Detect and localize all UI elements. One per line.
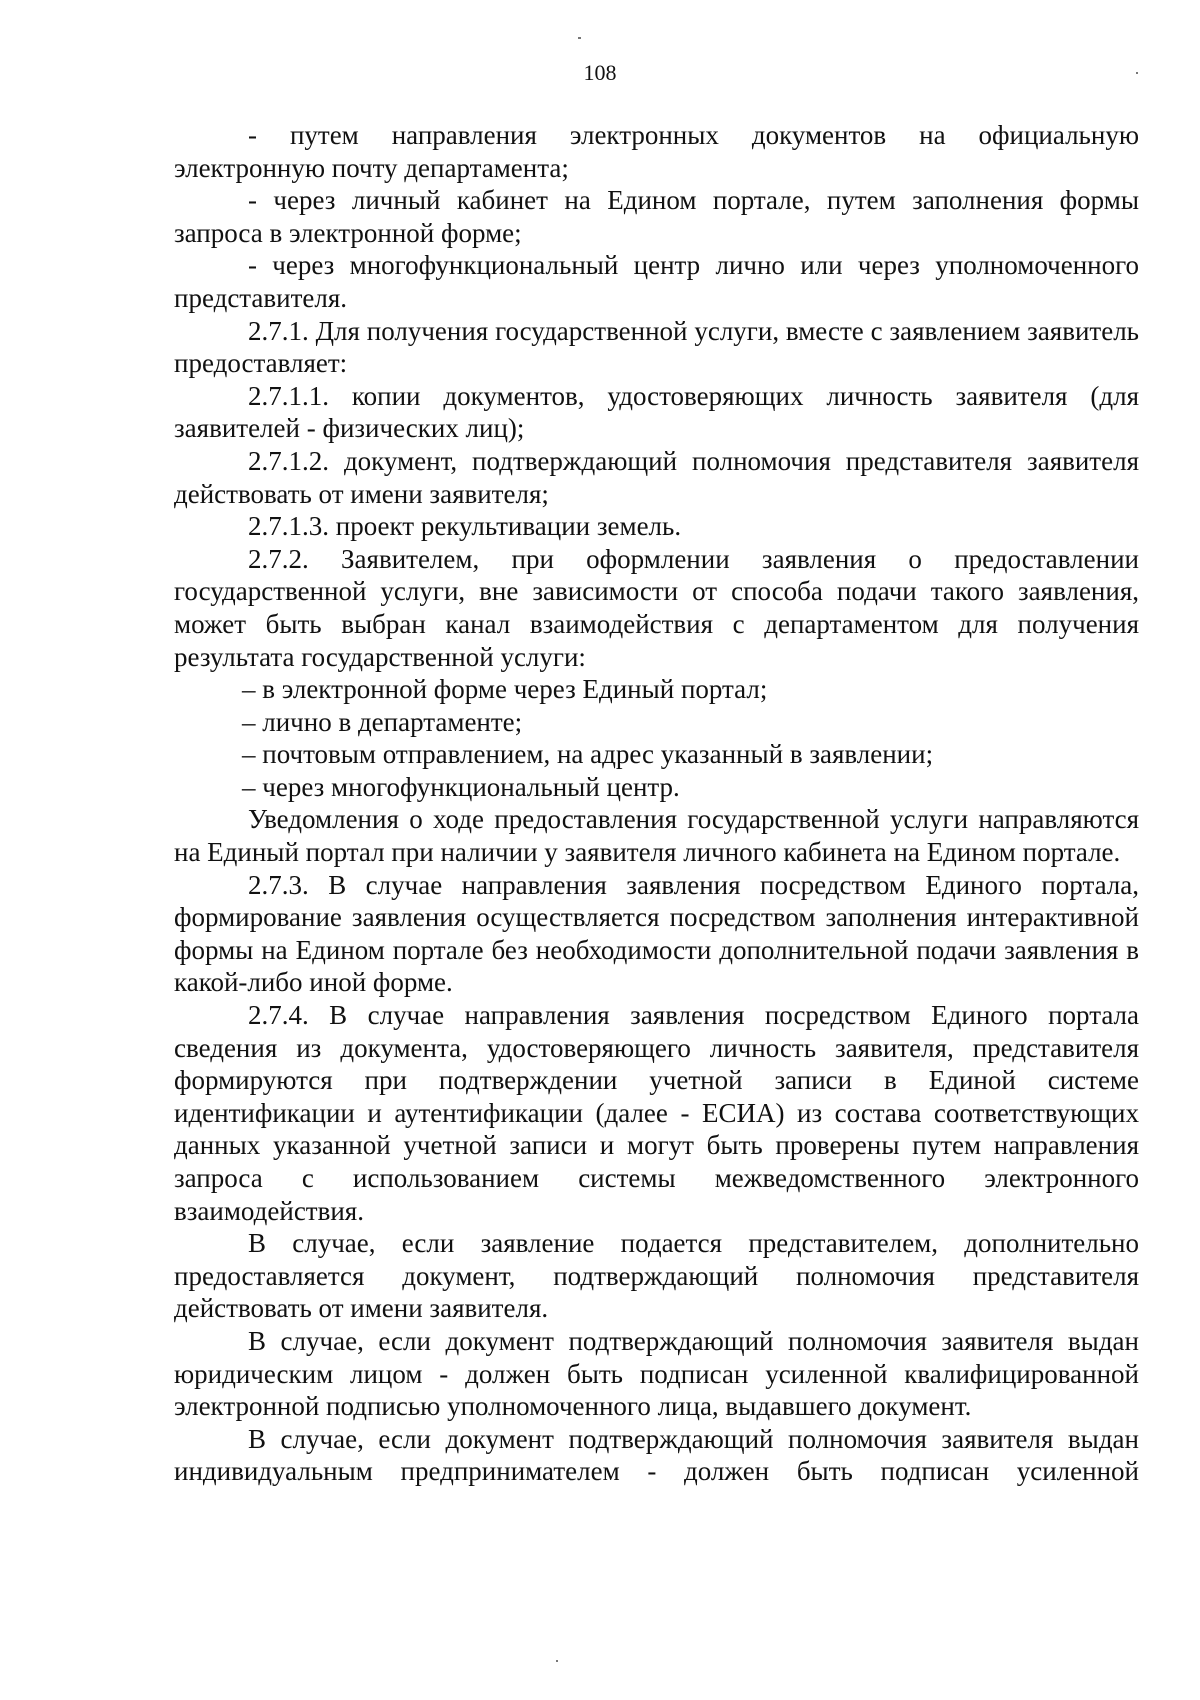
scan-speck (578, 37, 581, 39)
paragraph-legal-entity: В случае, если документ подтверждающий полномочия заявителя выдан юридическим лицом - должен быть подписан усиленной квалифицированной электронной подписью уполномоченного лица, выдавшего документ. (174, 1325, 1139, 1422)
paragraph-representative: В случае, если заявление подается представителем, дополнительно предоставляется документ, подтверждающий полномочия представителя действовать от имени заявителя. (174, 1228, 1139, 1324)
paragraph-2-7-1-3: 2.7.1.3. проект рекультивации земель. (248, 511, 682, 542)
list-item-electronic: – в электронной форме через Единый портал; (242, 674, 768, 705)
paragraph-notifications: Уведомления о ходе предоставления государственной услуги направляются на Единый портал при наличии у заявителя личного кабинета на Едином портале. (174, 804, 1139, 868)
list-item-postal: – почтовым отправлением, на адрес указанный в заявлении; (242, 739, 934, 770)
paragraph-2-7-2: 2.7.2. Заявителем, при оформлении заявления о предоставлении государственной услуги, вне зависимости от способа подачи такого заявления, может быть выбран канал взаимодействия с департаментом для получения результата государственной услуги: (174, 543, 1139, 672)
paragraph-email-channel: - путем направления электронных документов на официальную электронную почту департамента; (174, 120, 1139, 183)
paragraph-2-7-1-2: 2.7.1.2. документ, подтверждающий полномочия представителя заявителя действовать от имени заявителя; (174, 445, 1139, 509)
paragraph-2-7-1: 2.7.1. Для получения государственной услуги, вместе с заявлением заявитель предоставляет: (174, 315, 1139, 379)
document-body (174, 119, 1139, 1488)
paragraph-entrepreneur: В случае, если документ подтверждающий полномочия заявителя выдан индивидуальным предпринимателем - должен быть подписан усиленной (174, 1423, 1139, 1487)
paragraph-portal-cabinet: - через личный кабинет на Едином портале, путем заполнения формы запроса в электронной форме; (174, 185, 1139, 248)
scan-speck (1136, 72, 1138, 74)
paragraph-2-7-3: 2.7.3. В случае направления заявления посредством Единого портала, формирование заявления осуществляется посредством заполнения интерактивной формы на Едином портале без необходимости дополнительной подачи заявления в какой-либо иной форме. (174, 869, 1139, 998)
list-item-in-person: – лично в департаменте; (242, 706, 523, 737)
page-number: 108 (583, 60, 617, 85)
paragraph-2-7-4: 2.7.4. В случае направления заявления посредством Единого портала сведения из документа, удостоверяющего личность заявителя, представителя формируются при подтверждении учетной записи в Единой системе идентификации и аутентификации (далее - ЕСИА) из состава соответствующих данных указанной учетной записи и могут быть проверены путем направления запроса с использованием системы межведомственного электронного взаимодействия. (174, 1000, 1139, 1226)
scan-speck (556, 1660, 558, 1662)
list-item-mfc: – через многофункциональный центр. (242, 771, 680, 802)
paragraph-mfc-channel: - через многофункциональный центр лично или через уполномоченного представителя. (174, 250, 1139, 313)
paragraph-2-7-1-1: 2.7.1.1. копии документов, удостоверяющих личность заявителя (для заявителей - физических лиц); (174, 380, 1139, 444)
